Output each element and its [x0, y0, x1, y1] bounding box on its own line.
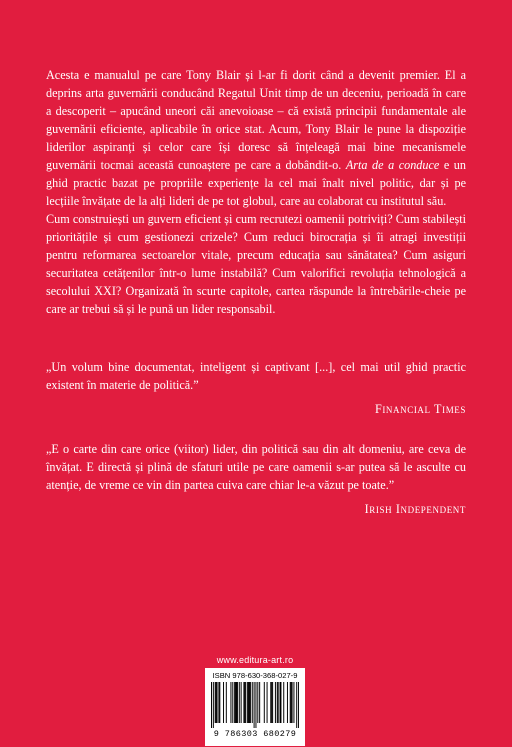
barcode-bar — [219, 682, 220, 723]
barcode-bar — [243, 682, 244, 723]
barcode-bar — [283, 682, 284, 723]
barcode-bar — [254, 682, 255, 728]
barcode-bar — [272, 682, 273, 723]
barcode-bar — [264, 682, 265, 723]
barcode-bar — [291, 682, 292, 723]
barcode-bar — [226, 682, 227, 723]
barcode-bar — [250, 682, 251, 723]
barcode-bar — [217, 682, 218, 723]
barcode-bar — [290, 682, 291, 723]
description-paragraph-1 — [46, 66, 466, 210]
barcode-bar — [232, 682, 233, 723]
barcode-bar — [255, 682, 256, 728]
book-title: Arta de a conduce — [345, 158, 440, 172]
barcode-bar — [248, 682, 249, 723]
barcode-image — [211, 682, 299, 728]
description-paragraph-2: Cum construiești un guvern eficient și cum recrutezi oamenii potriviți? Cum stabilești prioritățile și cum gestionezi crizele? Cum reduci birocrația și îi atragi investiții pentru reformarea sectoarelor vitale, precum educația sau sănătatea? Cum asiguri securitatea cetățenilor într-o lume instabilă? Cum valorifici revoluția tehnologică a secolului XXI? Organizată în scurte capitole, cartea răspunde la întrebările-cheie pe care ar trebui să și le pună un lider responsabil. — [46, 212, 466, 316]
barcode-bar — [278, 682, 279, 723]
barcode-bar — [296, 682, 297, 728]
barcode-bar — [267, 682, 268, 723]
barcode-bar — [257, 682, 258, 723]
review-financial-times — [46, 358, 466, 418]
barcode-bar — [280, 682, 281, 723]
barcode-bar — [271, 682, 272, 723]
description-part-2: e un ghid practic bazat pe propriile experiențe la cel mai înalt nivel politic, dar și pe lecțiile învățate de la alți lideri de pe tot globul, care au colaborat cu institutul său. — [46, 158, 466, 208]
barcode-bar — [234, 682, 235, 723]
barcode-bar — [280, 682, 281, 723]
barcode-bar — [277, 682, 278, 723]
ean-digits: 9 786303 680279 — [213, 729, 297, 739]
barcode-bar — [223, 682, 224, 723]
barcode-bar — [270, 682, 271, 723]
barcode-bar — [275, 682, 276, 723]
barcode-bar — [218, 682, 219, 723]
barcode-bar — [244, 682, 245, 723]
barcode-bar — [236, 682, 237, 723]
publisher-footer — [205, 655, 305, 746]
barcode-bar — [215, 682, 216, 723]
review-source: Irish Independent — [364, 502, 466, 516]
description-part-1: Acesta e manualul pe care Tony Blair și l-ar fi dorit când a devenit premier. El a deprins arta guvernării conducând Regatul Unit timp de un deceniu, perioadă în care a descoperit – apucând uneori căi anevoioase – că există principii fundamentale ale guvernării eficiente, aplicabile în orice stat. Acum, Tony Blair le pune la dispoziție liderilor aspiranți și celor care își doresc să înțeleagă mai bine mecanismele guvernării tocmai această cunoaștere pe care a dobândit-o. — [46, 68, 466, 172]
back-cover-text — [46, 66, 466, 518]
barcode-bar — [216, 682, 217, 723]
review-quote: „Un volum bine documentat, inteligent și captivant [...], cel mai util ghid practic existent în materie de politică.” — [46, 360, 466, 392]
barcode-bar — [235, 682, 236, 723]
barcode-bar — [211, 682, 212, 728]
barcode-bar — [237, 682, 238, 723]
barcode-bar — [287, 682, 288, 723]
barcode-bar — [239, 682, 240, 723]
publisher-website[interactable]: www.editura-art.ro — [216, 655, 294, 665]
barcode-bar — [230, 682, 231, 723]
barcode-bar — [247, 682, 248, 723]
barcode-bar — [259, 682, 260, 723]
review-quote: „E o carte din care orice (viitor) lider, din politică sau din alt domeniu, are ceva de învățat. E directă și plină de sfaturi utile pe care oamenii s-ar putea să le asculte cu atenție, de vreme ce vin din partea cuiva care chiar le-a văzut pe toate.” — [46, 442, 466, 492]
isbn-label: ISBN 978-630-368-027-9 — [212, 671, 298, 680]
barcode-panel — [205, 668, 305, 746]
barcode-bar — [252, 682, 253, 723]
barcode-bar — [292, 682, 293, 723]
review-source: Financial Times — [374, 402, 466, 416]
barcode-bar — [241, 682, 242, 723]
barcode-bar — [213, 682, 214, 728]
barcode-bar — [249, 682, 250, 723]
review-irish-independent — [46, 440, 466, 518]
barcode-bar — [298, 682, 299, 728]
barcode-bar — [245, 682, 246, 723]
barcode-bar — [293, 682, 294, 723]
